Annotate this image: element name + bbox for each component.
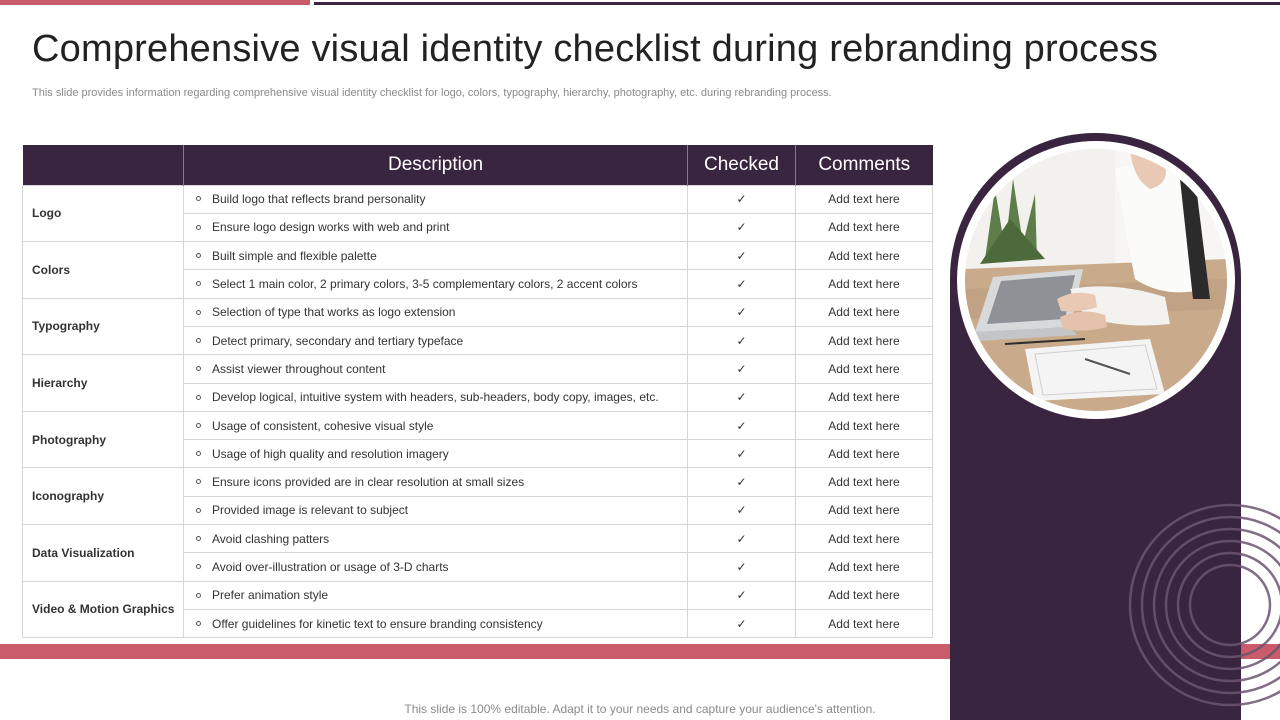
checkmark-icon: ✓	[688, 496, 796, 524]
description-text: Prefer animation style	[212, 588, 329, 603]
table-row	[23, 525, 933, 553]
top-rule	[314, 2, 1280, 5]
category-cell: Iconography	[23, 468, 184, 525]
description-cell	[184, 411, 688, 439]
table-row	[23, 242, 933, 270]
circle-bullet-icon	[196, 564, 201, 569]
comment-cell: Add text here	[796, 553, 933, 581]
table-row	[23, 355, 933, 383]
checklist-table	[22, 145, 933, 638]
comment-cell: Add text here	[796, 468, 933, 496]
table-row	[23, 581, 933, 609]
category-cell: Typography	[23, 298, 184, 355]
description-text: Provided image is relevant to subject	[212, 503, 409, 518]
description-text: Ensure icons provided are in clear resolution at small sizes	[212, 475, 525, 490]
category-cell: Colors	[23, 242, 184, 299]
category-cell: Video & Motion Graphics	[23, 581, 184, 638]
description-text: Offer guidelines for kinetic text to ensure branding consistency	[212, 616, 543, 631]
checkmark-icon: ✓	[688, 525, 796, 553]
comment-cell: Add text here	[796, 411, 933, 439]
circle-bullet-icon	[196, 225, 201, 230]
comment-cell: Add text here	[796, 298, 933, 326]
table-row	[23, 411, 933, 439]
checklist-body	[23, 185, 933, 638]
circle-bullet-icon	[196, 253, 201, 258]
description-cell	[184, 440, 688, 468]
description-cell	[184, 609, 688, 637]
header-checked: Checked	[688, 145, 796, 185]
top-accent-bar	[0, 0, 310, 5]
circle-bullet-icon	[196, 395, 201, 400]
comment-cell: Add text here	[796, 213, 933, 241]
description-text: Detect primary, secondary and tertiary typeface	[212, 333, 464, 348]
comment-cell: Add text here	[796, 525, 933, 553]
description-cell	[184, 496, 688, 524]
laptop-photo	[965, 149, 1227, 411]
circle-bullet-icon	[196, 621, 201, 626]
description-text: Assist viewer throughout content	[212, 361, 386, 376]
circle-bullet-icon	[196, 196, 201, 201]
description-text: Selection of type that works as logo extension	[212, 305, 456, 320]
comment-cell: Add text here	[796, 270, 933, 298]
circle-bullet-icon	[196, 338, 201, 343]
circle-bullet-icon	[196, 508, 201, 513]
category-cell: Logo	[23, 185, 184, 242]
table-row	[23, 185, 933, 213]
description-cell	[184, 270, 688, 298]
description-cell	[184, 525, 688, 553]
header-comments: Comments	[796, 145, 933, 185]
circle-bullet-icon	[196, 536, 201, 541]
comment-cell: Add text here	[796, 326, 933, 354]
category-cell: Data Visualization	[23, 525, 184, 582]
circle-bullet-icon	[196, 366, 201, 371]
comment-cell: Add text here	[796, 609, 933, 637]
description-text: Usage of high quality and resolution imagery	[212, 446, 449, 461]
table-row	[23, 298, 933, 326]
description-text: Ensure logo design works with web and print	[212, 220, 450, 235]
comment-cell: Add text here	[796, 242, 933, 270]
checkmark-icon: ✓	[688, 581, 796, 609]
description-text: Build logo that reflects brand personality	[212, 192, 426, 207]
description-cell	[184, 355, 688, 383]
checkmark-icon: ✓	[688, 440, 796, 468]
category-cell: Hierarchy	[23, 355, 184, 412]
circle-bullet-icon	[196, 281, 201, 286]
description-cell	[184, 468, 688, 496]
checkmark-icon: ✓	[688, 553, 796, 581]
checkmark-icon: ✓	[688, 355, 796, 383]
category-cell: Photography	[23, 411, 184, 468]
decorative-rings	[1125, 500, 1280, 720]
checkmark-icon: ✓	[688, 326, 796, 354]
circle-bullet-icon	[196, 451, 201, 456]
comment-cell: Add text here	[796, 355, 933, 383]
description-text: Avoid clashing patters	[212, 531, 330, 546]
comment-cell: Add text here	[796, 496, 933, 524]
description-cell	[184, 581, 688, 609]
description-text: Usage of consistent, cohesive visual style	[212, 418, 434, 433]
description-cell	[184, 383, 688, 411]
circle-bullet-icon	[196, 310, 201, 315]
footer-note: This slide is 100% editable. Adapt it to your needs and capture your audience's attention.	[404, 702, 876, 716]
description-text: Develop logical, intuitive system with headers, sub-headers, body copy, images, etc.	[212, 390, 659, 405]
checkmark-icon: ✓	[688, 609, 796, 637]
header-category	[23, 145, 184, 185]
page-subtitle: This slide provides information regarding comprehensive visual identity checklist for logo, colors, typography, hierarchy, photography, etc. during rebranding process.	[32, 87, 832, 99]
table-header-row	[23, 145, 933, 185]
comment-cell: Add text here	[796, 581, 933, 609]
checkmark-icon: ✓	[688, 383, 796, 411]
description-cell	[184, 242, 688, 270]
header-description: Description	[184, 145, 688, 185]
page-title: Comprehensive visual identity checklist during rebranding process	[32, 28, 1159, 70]
description-text: Built simple and flexible palette	[212, 248, 377, 263]
comment-cell: Add text here	[796, 185, 933, 213]
description-cell	[184, 213, 688, 241]
checkmark-icon: ✓	[688, 298, 796, 326]
checkmark-icon: ✓	[688, 185, 796, 213]
circle-bullet-icon	[196, 593, 201, 598]
checkmark-icon: ✓	[688, 242, 796, 270]
description-cell	[184, 185, 688, 213]
circle-bullet-icon	[196, 479, 201, 484]
checkmark-icon: ✓	[688, 213, 796, 241]
description-cell	[184, 553, 688, 581]
description-text: Avoid over-illustration or usage of 3-D charts	[212, 560, 449, 574]
circle-bullet-icon	[196, 423, 201, 428]
checkmark-icon: ✓	[688, 468, 796, 496]
description-cell	[184, 298, 688, 326]
comment-cell: Add text here	[796, 383, 933, 411]
checkmark-icon: ✓	[688, 411, 796, 439]
comment-cell: Add text here	[796, 440, 933, 468]
checkmark-icon: ✓	[688, 270, 796, 298]
table-row	[23, 468, 933, 496]
description-cell	[184, 326, 688, 354]
description-text: Select 1 main color, 2 primary colors, 3-5 complementary colors, 2 accent colors	[212, 277, 638, 292]
